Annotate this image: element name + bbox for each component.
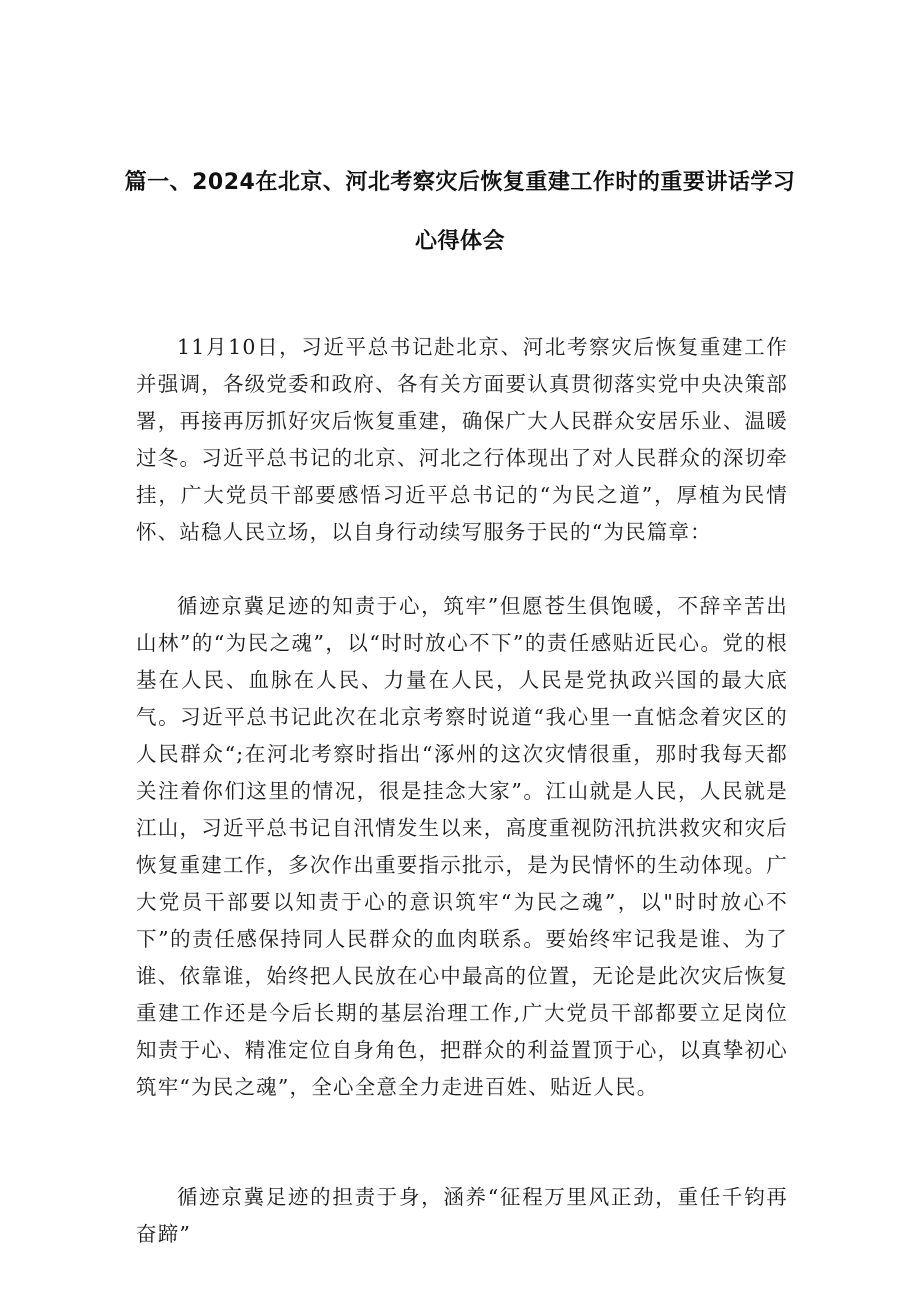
document-title-line-1: 篇一、2024在北京、河北考察灾后恢复重建工作时的重要讲话学习 [124, 170, 796, 195]
paragraph-3 [136, 1179, 788, 1253]
document-title-line-2: 心得体会 [414, 229, 505, 254]
paragraph-1 [136, 329, 788, 551]
paragraph-3-text: 循迹京冀足迹的担责于身，涵养“征程万里风正劲，重任千钧再奋蹄” [136, 1185, 788, 1246]
paragraph-1-text: 11月10日，习近平总书记赴北京、河北考察灾后恢复重建工作并强调，各级党委和政府、各有关方面要认真贯彻落实党中央决策部署，再接再厉抓好灾后恢复重建，确保广大人民群众安居乐业、温暖过冬。习近平总书记的北京、河北之行体现出了对人民群众的深切牵挂，广大党员干部要感悟习近平总书记的“为民之道”，厚植为民情怀、站稳人民立场，以自身行动续写服务于民的“为民篇章： [136, 335, 788, 544]
paragraph-2-text: 循迹京冀足迹的知责于心，筑牢”但愿苍生俱饱暖，不辞辛苦出山林”的“为民之魂”，以“时时放心不下”的责任感贴近民心。党的根基在人民、血脉在人民、力量在人民，人民是党执政兴国的最大底气。习近平总书记此次在北京考察时说道“我心里一直惦念着灾区的人民群众“;在河北考察时指出“涿州的这次灾情很重，那时我每天都关注着你们这里的情况，很是挂念大家”。江山就是人民，人民就是江山，习近平总书记自汛情发生以来，高度重视防汛抗洪救灾和灾后恢复重建工作，多次作出重要指示批示，是为民情怀的生动体现。广大党员干部要以知责于心的意识筑牢“为民之魂”，以"时时放心不下”的责任感保持同人民群众的血肉联系。要始终牢记我是谁、为了谁、依靠谁，始终把人民放在心中最高的位置，无论是此次灾后恢复重建工作还是今后长期的基层治理工作,广大党员干部都要立足岗位知责于心、精准定位自身角色，把群众的利益置顶于心，以真挚初心筑牢“为民之魂”，全心全意全力走进百姓、贴近人民。 [136, 594, 788, 1099]
paragraph-2 [136, 588, 788, 1106]
